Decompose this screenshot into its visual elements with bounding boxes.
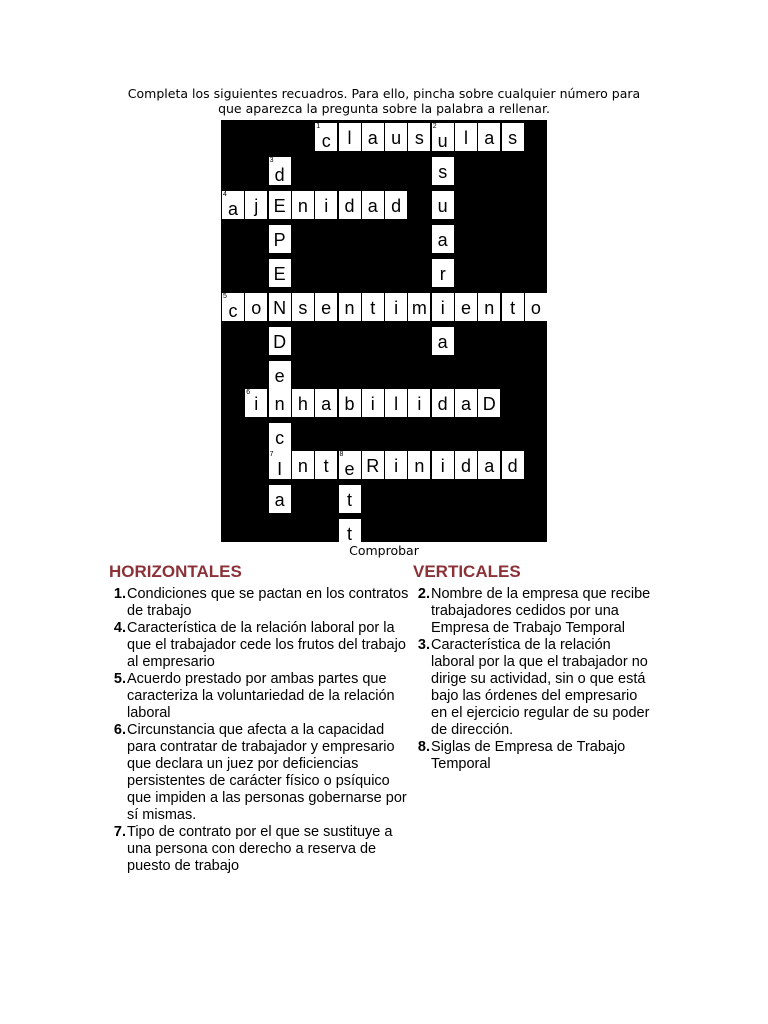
cell-letter: a <box>274 490 285 510</box>
clue-item-number: 2. <box>417 586 430 602</box>
crossword-cell[interactable] <box>455 451 477 479</box>
crossword-cell[interactable] <box>339 123 361 151</box>
cell-letter: c <box>275 428 285 448</box>
clue-item-text: Característica de la relación laboral por la que el trabajador no dirige su actividad, sin o que está bajo las órdenes del empresario en el ejercicio regular de su poder de dirección. <box>431 637 650 738</box>
crossword-cell[interactable] <box>269 327 291 355</box>
cell-letter: D <box>482 394 496 414</box>
clue-item <box>109 722 409 824</box>
cell-letter: D <box>273 332 287 352</box>
crossword-cell[interactable] <box>432 327 454 355</box>
crossword-cell[interactable] <box>502 293 524 321</box>
cell-letter: e <box>460 298 471 318</box>
crossword-cell[interactable] <box>269 451 291 479</box>
crossword-cell[interactable] <box>408 451 430 479</box>
cell-letter: c <box>228 301 238 321</box>
crossword-cell[interactable] <box>502 451 524 479</box>
crossword-cell[interactable] <box>315 191 337 219</box>
cell-letter: u <box>437 196 448 216</box>
cell-letter: R <box>366 456 380 476</box>
cell-letter: E <box>273 264 286 284</box>
clue-item <box>413 586 653 637</box>
cell-letter: d <box>274 165 285 185</box>
crossword-cell[interactable] <box>432 157 454 185</box>
clue-item <box>109 671 409 722</box>
cell-letter: a <box>484 128 495 148</box>
clue-item-number: 3. <box>417 637 430 653</box>
clue-item-number: 7. <box>113 824 126 840</box>
cell-letter: a <box>437 332 448 352</box>
crossword-cell[interactable] <box>432 191 454 219</box>
crossword-cell[interactable] <box>269 423 291 451</box>
cell-letter: n <box>484 298 495 318</box>
clue-item-number: 1. <box>113 586 126 602</box>
cell-letter: u <box>391 128 402 148</box>
cell-letter: i <box>440 456 445 476</box>
cell-letter: d <box>344 196 355 216</box>
cell-letter: a <box>367 196 378 216</box>
crossword-cell[interactable] <box>269 389 291 417</box>
crossword-cell[interactable] <box>292 293 314 321</box>
crossword-cell[interactable] <box>385 389 407 417</box>
crossword-cell[interactable] <box>339 485 361 513</box>
clue-item <box>413 637 653 739</box>
cell-letter: o <box>530 298 541 318</box>
cell-letter: i <box>417 394 422 414</box>
cell-letter: a <box>460 394 471 414</box>
crossword-cell[interactable] <box>245 191 267 219</box>
crossword-cell[interactable] <box>502 123 524 151</box>
crossword-cell[interactable] <box>432 451 454 479</box>
crossword-cell[interactable] <box>385 293 407 321</box>
crossword-cell[interactable] <box>362 191 384 219</box>
cell-letter: n <box>297 456 308 476</box>
cell-letter: s <box>508 128 518 148</box>
cell-letter: t <box>370 298 376 318</box>
crossword-cell[interactable] <box>269 225 291 253</box>
crossword-cell[interactable] <box>269 293 291 321</box>
clue-item-number: 4. <box>113 620 126 636</box>
crossword-cell[interactable] <box>385 123 407 151</box>
crossword-board <box>221 120 547 542</box>
clue-item-text: Característica de la relación laboral por la que el trabajador cede los frutos del trabajo al empresario <box>127 620 406 670</box>
cell-letter: i <box>440 298 445 318</box>
crossword-cell[interactable] <box>315 451 337 479</box>
cell-letter: i <box>324 196 329 216</box>
cell-letter: n <box>274 394 285 414</box>
horizontal-clues <box>109 562 409 875</box>
cell-letter: i <box>394 298 399 318</box>
crossword-cell[interactable] <box>222 191 244 219</box>
cell-letter: n <box>414 456 425 476</box>
horizontales-heading: HORIZONTALES <box>109 562 242 581</box>
crossword-cell[interactable] <box>315 123 337 151</box>
crossword-cell[interactable] <box>408 123 430 151</box>
crossword-cell[interactable] <box>432 293 454 321</box>
crossword-cell[interactable] <box>339 389 361 417</box>
vertical-clues <box>413 562 653 773</box>
cell-letter: u <box>437 131 448 151</box>
cell-letter: n <box>344 298 355 318</box>
clue-item <box>109 620 409 671</box>
crossword-cell[interactable] <box>432 225 454 253</box>
crossword-cell[interactable] <box>362 389 384 417</box>
clue-number[interactable]: 1 <box>316 123 321 130</box>
clue-item-text: Acuerdo prestado por ambas partes que caracteriza la voluntariedad de la relación laboral <box>127 671 395 721</box>
cell-letter: b <box>344 394 355 414</box>
cell-letter: d <box>437 394 448 414</box>
crossword-cell[interactable] <box>292 191 314 219</box>
cell-letter: i <box>254 394 259 414</box>
instructions-text: Completa los siguientes recuadros. Para ello, pincha sobre cualquier número para que aparezca la pregunta sobre la palabra a rellenar. <box>127 86 641 116</box>
cell-letter: d <box>507 456 518 476</box>
cell-letter: a <box>321 394 332 414</box>
cell-letter: r <box>439 264 446 284</box>
cell-letter: c <box>321 131 331 151</box>
cell-letter: s <box>414 128 424 148</box>
clue-number[interactable]: 2 <box>432 123 437 130</box>
crossword-cell[interactable] <box>292 451 314 479</box>
crossword-cell[interactable] <box>269 361 291 389</box>
cell-letter: s <box>438 162 448 182</box>
clue-item-number: 5. <box>113 671 126 687</box>
cell-letter: t <box>323 456 329 476</box>
crossword-cell[interactable] <box>339 191 361 219</box>
clue-item-text: Nombre de la empresa que recibe trabajadores cedidos por una Empresa de Trabajo Temporal <box>431 586 651 636</box>
cell-letter: t <box>346 490 352 510</box>
crossword-cell[interactable] <box>408 389 430 417</box>
cell-letter: j <box>254 196 259 216</box>
clue-item-text: Circunstancia que afecta a la capacidad para contratar de trabajador y empresario que declara un juez por deficiencias persistentes de carácter físico o psíquico que impiden a las personas gobernarse por sí mismas. <box>127 722 407 823</box>
crossword-cell[interactable] <box>432 123 454 151</box>
clue-number[interactable]: 7 <box>269 451 274 458</box>
crossword-cell[interactable] <box>408 293 430 321</box>
cell-letter: E <box>273 196 286 216</box>
cell-letter: l <box>464 128 468 148</box>
clue-item-number: 6. <box>113 722 126 738</box>
clue-item-number: 8. <box>417 739 430 755</box>
cell-letter: n <box>297 196 308 216</box>
cell-letter: o <box>251 298 262 318</box>
clue-number[interactable]: 8 <box>339 451 344 458</box>
clue-item <box>109 586 409 620</box>
crossword-cell[interactable] <box>315 389 337 417</box>
crossword-cell[interactable] <box>269 259 291 287</box>
cell-letter: m <box>411 298 427 318</box>
cell-letter: t <box>346 524 352 544</box>
crossword-cell[interactable] <box>292 389 314 417</box>
cell-letter: e <box>274 366 285 386</box>
crossword-cell[interactable] <box>362 123 384 151</box>
crossword-cell[interactable] <box>222 293 244 321</box>
crossword-cell[interactable] <box>315 293 337 321</box>
crossword-cell[interactable] <box>362 293 384 321</box>
cell-letter: a <box>367 128 378 148</box>
comprobar-button[interactable]: Comprobar <box>349 543 419 558</box>
crossword-cell[interactable] <box>432 259 454 287</box>
cell-letter: i <box>370 394 375 414</box>
clue-item <box>413 739 653 773</box>
crossword-cell[interactable] <box>455 293 477 321</box>
cell-letter: a <box>484 456 495 476</box>
cell-letter: a <box>227 199 238 219</box>
crossword-cell[interactable] <box>385 451 407 479</box>
clue-number[interactable]: 5 <box>223 293 227 300</box>
crossword-cell[interactable] <box>455 389 477 417</box>
cell-letter: s <box>298 298 308 318</box>
cell-letter: l <box>347 128 352 148</box>
crossword-cell[interactable] <box>478 451 500 479</box>
crossword-cell[interactable] <box>478 293 500 321</box>
crossword-cell[interactable] <box>245 389 267 417</box>
crossword-cell[interactable] <box>478 389 500 417</box>
crossword-cell[interactable] <box>432 389 454 417</box>
crossword-cell[interactable] <box>269 485 291 513</box>
clue-item-text: Condiciones que se pactan en los contratos de trabajo <box>127 586 409 619</box>
crossword-cell[interactable] <box>525 293 547 321</box>
crossword-cell[interactable] <box>339 451 361 479</box>
clue-number[interactable]: 4 <box>223 191 227 198</box>
crossword-cell[interactable] <box>385 191 407 219</box>
cell-letter: I <box>277 459 283 479</box>
verticales-heading: VERTICALES <box>413 562 521 581</box>
cell-letter: t <box>510 298 516 318</box>
cell-letter: P <box>273 230 286 250</box>
crossword-cell[interactable] <box>269 191 291 219</box>
clue-number[interactable]: 6 <box>246 389 251 396</box>
cell-letter: i <box>394 456 399 476</box>
cell-letter: d <box>460 456 471 476</box>
crossword-cell[interactable] <box>478 123 500 151</box>
cell-letter: e <box>321 298 332 318</box>
cell-letter: d <box>391 196 402 216</box>
crossword-cell[interactable] <box>269 157 291 185</box>
cell-letter: l <box>394 394 399 414</box>
cell-letter: N <box>273 298 287 318</box>
clue-item-text: Tipo de contrato por el que se sustituye a una persona con derecho a reserva de puesto de trabajo <box>127 824 393 874</box>
crossword-cell[interactable] <box>455 123 477 151</box>
crossword-cell[interactable] <box>339 293 361 321</box>
crossword-cell[interactable] <box>362 451 384 479</box>
cell-letter: h <box>297 394 308 414</box>
cell-letter: a <box>437 230 448 250</box>
clue-item-text: Siglas de Empresa de Trabajo Temporal <box>431 739 626 772</box>
crossword-cell[interactable] <box>245 293 267 321</box>
cell-letter: e <box>344 459 355 479</box>
clue-number[interactable]: 3 <box>269 157 274 164</box>
clue-item <box>109 824 409 875</box>
